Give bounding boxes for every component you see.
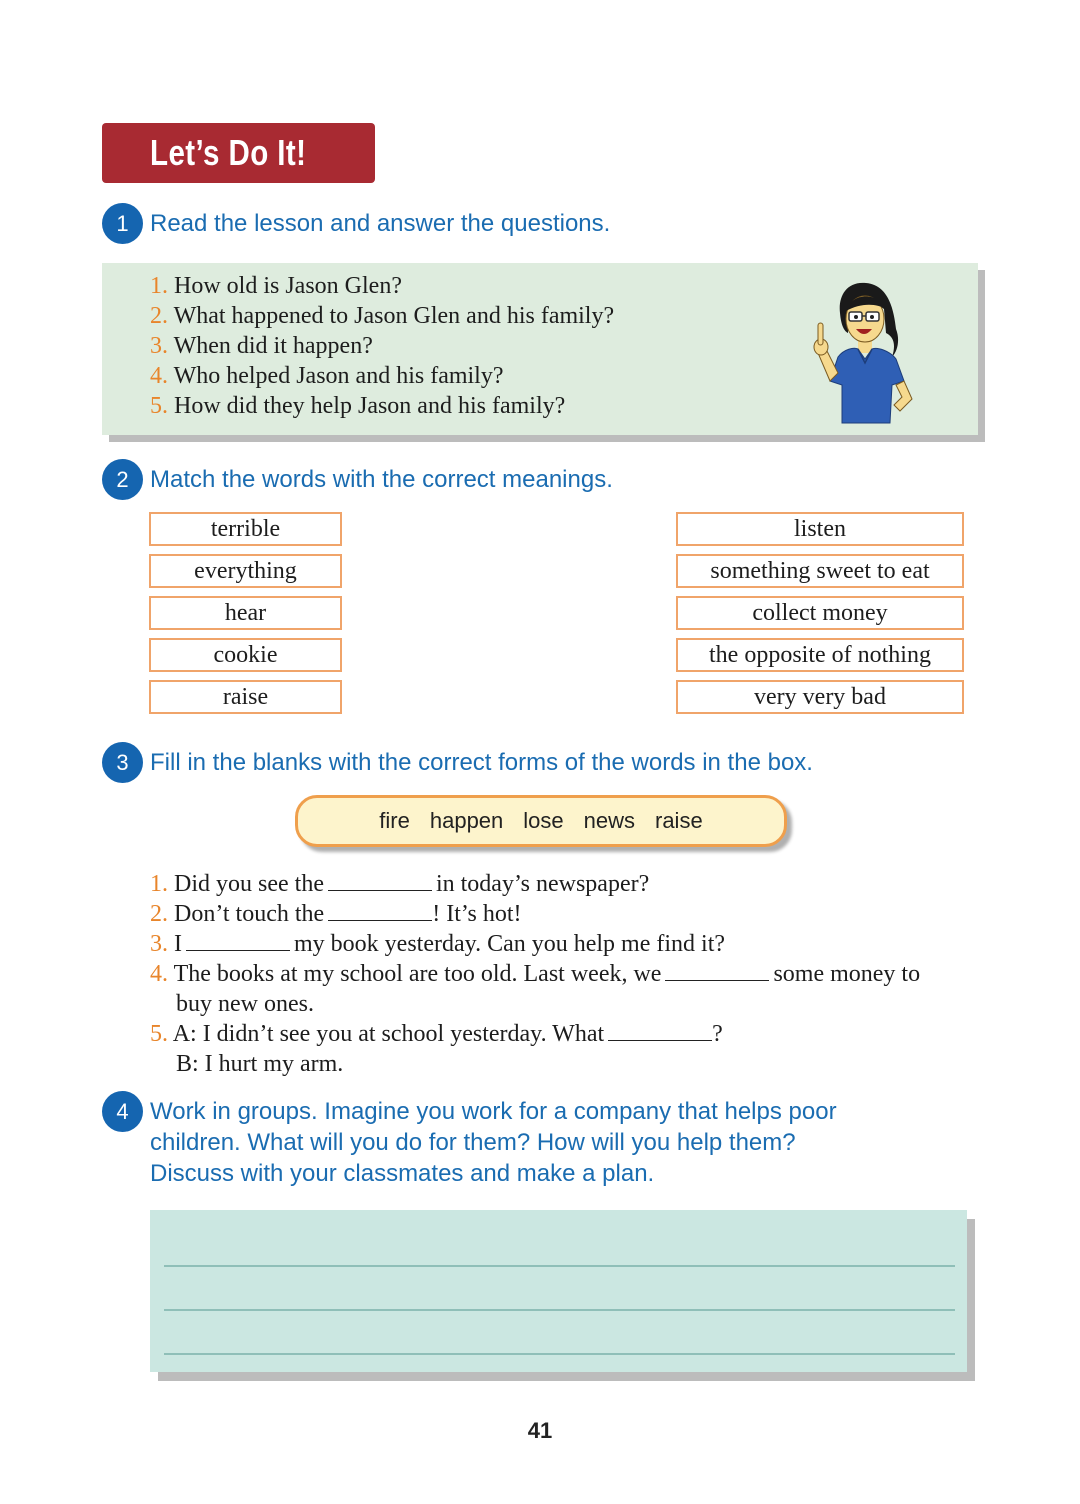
section-2-heading <box>102 459 613 500</box>
instruction-line: children. What will you do for them? How will you help them? <box>150 1129 796 1156</box>
word-bank-item: lose <box>523 808 564 833</box>
word-box[interactable]: everything <box>149 554 342 588</box>
question-text: What happened to Jason Glen and his family? <box>173 303 615 329</box>
word-bank-item: fire <box>379 808 410 833</box>
section-instruction <box>150 1096 837 1189</box>
writing-line <box>164 1309 955 1311</box>
item-text-before: The books at my school are too old. Last week, we <box>173 961 662 987</box>
answer-blank[interactable] <box>328 900 432 921</box>
teacher-illustration <box>808 273 924 425</box>
question-number: 1. <box>150 273 168 299</box>
answer-blank[interactable] <box>608 1020 712 1041</box>
item-continuation: buy new ones. <box>176 991 314 1017</box>
item-text-before: Don’t touch the <box>174 901 325 927</box>
word-box[interactable]: cookie <box>149 638 342 672</box>
item-text-before: Did you see the <box>174 871 324 897</box>
section-1-heading <box>102 203 610 244</box>
instruction-line: Discuss with your classmates and make a plan. <box>150 1160 655 1187</box>
meaning-box[interactable]: collect money <box>676 596 964 630</box>
writing-area[interactable] <box>150 1210 967 1372</box>
words-column <box>149 512 342 714</box>
fill-item <box>150 929 1000 959</box>
question-number: 5. <box>150 393 168 419</box>
item-text-after: ? <box>712 1021 723 1047</box>
instruction-line: Work in groups. Imagine you work for a company that helps poor <box>150 1098 837 1125</box>
section-number-badge: 4 <box>102 1091 143 1132</box>
question-number: 2. <box>150 303 168 329</box>
question-item <box>150 271 614 301</box>
item-number: 5. <box>150 1021 168 1047</box>
section-instruction: Match the words with the correct meanings. <box>150 466 613 493</box>
question-item <box>150 361 614 391</box>
question-item <box>150 301 614 331</box>
meaning-box[interactable]: very very bad <box>676 680 964 714</box>
item-text-before: I <box>174 931 182 957</box>
page-number: 41 <box>527 1418 553 1443</box>
item-number: 3. <box>150 931 168 957</box>
item-text-before: A: I didn’t see you at school yesterday. What <box>172 1021 605 1047</box>
section-instruction: Read the lesson and answer the questions. <box>150 210 611 237</box>
section-instruction: Fill in the blanks with the correct forms of the words in the box. <box>150 749 813 776</box>
word-bank-item: raise <box>655 808 703 833</box>
word-box[interactable]: terrible <box>149 512 342 546</box>
meanings-column <box>676 512 964 714</box>
question-text: How old is Jason Glen? <box>174 273 402 299</box>
question-item <box>150 391 614 421</box>
item-text-after: my book yesterday. Can you help me find it? <box>294 931 726 957</box>
item-number: 1. <box>150 871 168 897</box>
question-text: How did they help Jason and his family? <box>174 393 566 419</box>
lets-do-it-banner <box>102 123 375 183</box>
writing-line <box>164 1265 955 1267</box>
question-text: When did it happen? <box>173 333 373 359</box>
fill-item <box>150 959 1000 1019</box>
meaning-box[interactable]: the opposite of nothing <box>676 638 964 672</box>
fill-item <box>150 1019 1000 1079</box>
section-3-heading <box>102 742 813 783</box>
section-4-heading <box>102 1091 837 1189</box>
fill-item <box>150 899 1000 929</box>
question-number: 3. <box>150 333 168 359</box>
section-number-badge: 1 <box>102 203 143 244</box>
question-list <box>150 271 614 421</box>
meaning-box[interactable]: something sweet to eat <box>676 554 964 588</box>
answer-blank[interactable] <box>186 930 290 951</box>
word-box[interactable]: raise <box>149 680 342 714</box>
word-bank-item: happen <box>429 808 504 833</box>
question-text: Who helped Jason and his family? <box>173 363 504 389</box>
item-text-after: ! It’s hot! <box>432 901 522 927</box>
question-item <box>150 331 614 361</box>
answer-blank[interactable] <box>328 870 432 891</box>
banner-title: Let’s Do It! <box>150 132 307 173</box>
answer-blank[interactable] <box>665 960 769 981</box>
item-text-after: some money to <box>773 961 921 987</box>
item-continuation: B: I hurt my arm. <box>176 1051 344 1077</box>
section-number-badge: 2 <box>102 459 143 500</box>
fill-item <box>150 869 1000 899</box>
item-number: 2. <box>150 901 168 927</box>
section-number-badge: 3 <box>102 742 143 783</box>
question-number: 4. <box>150 363 168 389</box>
word-bank-box <box>295 795 787 847</box>
writing-line <box>164 1353 955 1355</box>
item-number: 4. <box>150 961 168 987</box>
meaning-box[interactable]: listen <box>676 512 964 546</box>
fill-in-list <box>150 869 1000 1079</box>
word-box[interactable]: hear <box>149 596 342 630</box>
word-bank-item: news <box>583 808 635 833</box>
item-text-after: in today’s newspaper? <box>435 871 650 897</box>
